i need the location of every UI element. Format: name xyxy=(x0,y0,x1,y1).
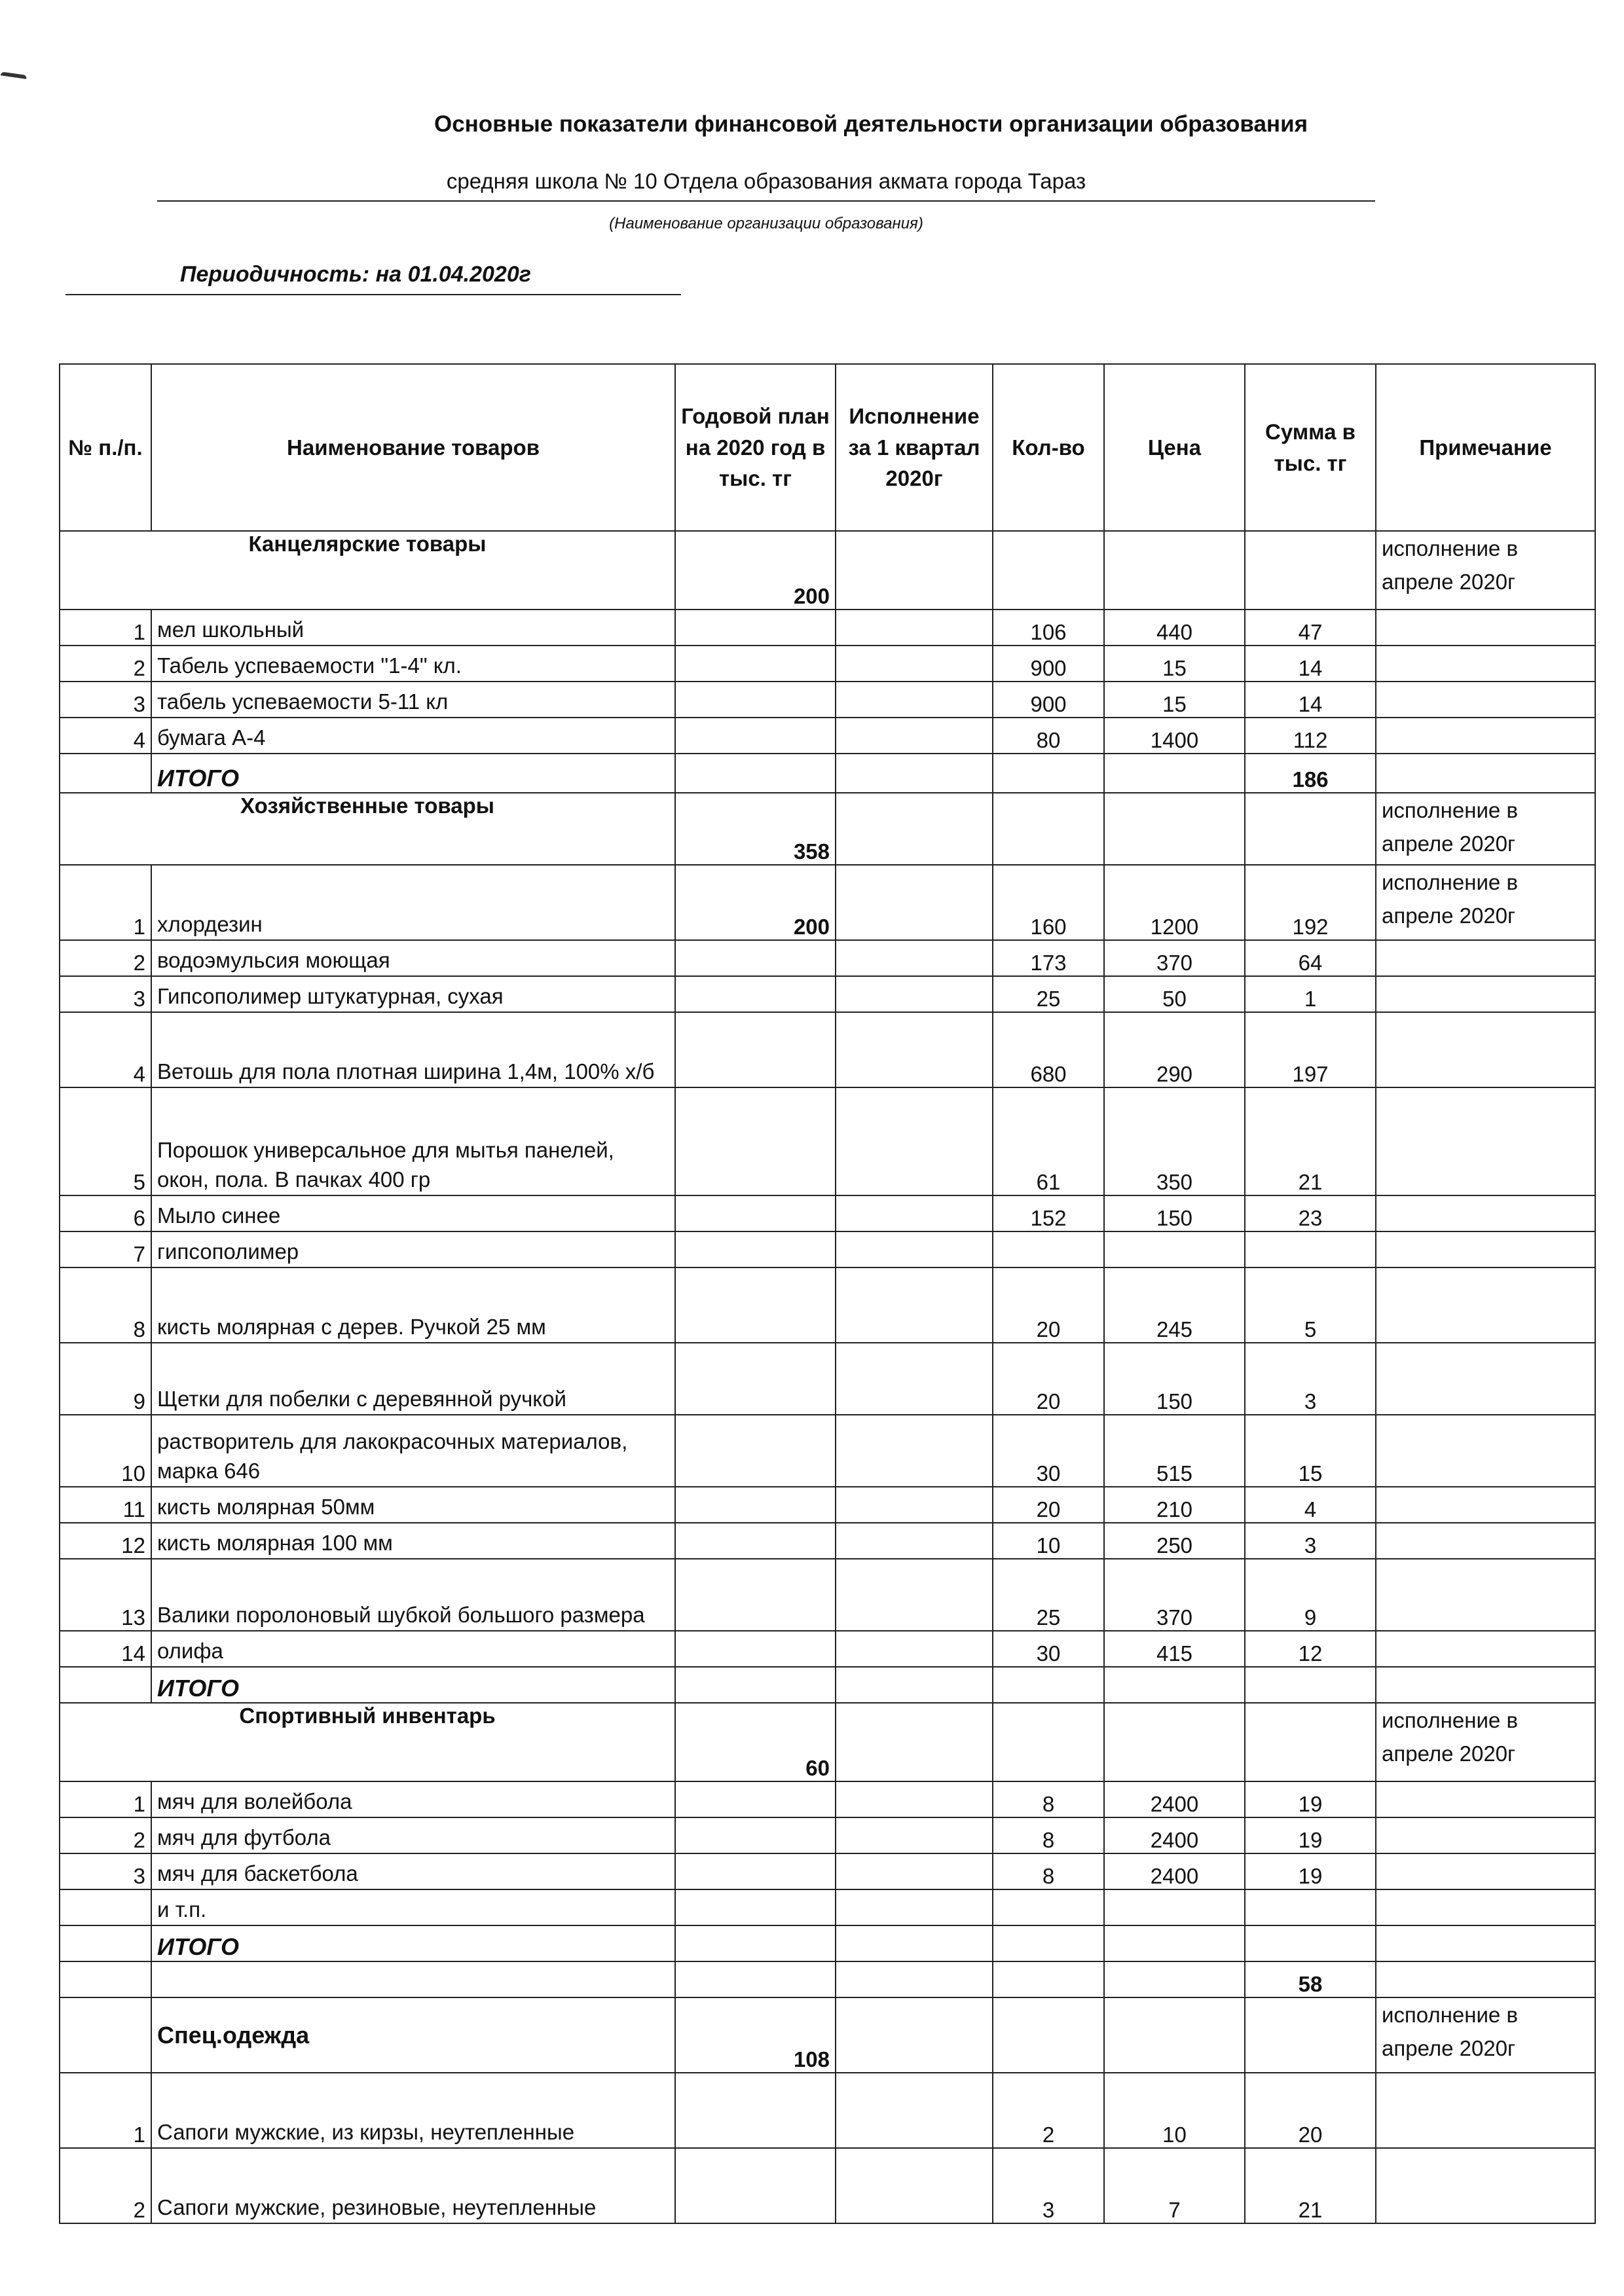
period-line: Периодичность: на 01.04.2020г xyxy=(65,262,681,295)
header-price: Цена xyxy=(1104,364,1245,531)
section-title: Канцелярские товары xyxy=(60,531,675,610)
table-row: 6 Мыло синее 152 150 23 xyxy=(60,1195,1595,1231)
section-plan: 200 xyxy=(675,531,836,610)
table-row: 9 Щетки для побелки с деревянной ручкой 20 150 3 xyxy=(60,1343,1595,1415)
header-note: Примечание xyxy=(1376,364,1595,531)
section-note: исполнение в апреле 2020г xyxy=(1376,1703,1595,1781)
section-title: Спортивный инвентарь xyxy=(60,1703,675,1781)
total-label: ИТОГО xyxy=(151,1925,675,1961)
scan-mark xyxy=(0,71,27,88)
table-row: 2 мяч для футбола 8 2400 19 xyxy=(60,1817,1595,1853)
table-row: 1 мел школьный 106 440 47 xyxy=(60,610,1595,646)
table-row: 2 Сапоги мужские, резиновые, неутепленные 3 7 21 xyxy=(60,2148,1595,2223)
table-row: 3 Гипсополимер штукатурная, сухая 25 50 1 xyxy=(60,976,1595,1012)
section-note: исполнение в апреле 2020г xyxy=(1376,793,1595,865)
total-row xyxy=(60,1925,1595,1961)
header-sum: Сумма в тыс. тг xyxy=(1245,364,1376,531)
table-row: 7 гипсополимер xyxy=(60,1231,1595,1267)
table-row: 4 бумага А-4 80 1400 112 xyxy=(60,718,1595,754)
section-row-sport xyxy=(60,1703,1595,1781)
header-num: № п./п. xyxy=(60,364,151,531)
total-sum: 58 xyxy=(1245,1961,1376,1997)
document-title: Основные показатели финансовой деятельности организации образования xyxy=(434,111,1308,137)
total-row xyxy=(60,1667,1595,1703)
header-name: Наименование товаров xyxy=(151,364,675,531)
header-plan: Годовой план на 2020 год в тыс. тг xyxy=(675,364,836,531)
section-title: Хозяйственные товары xyxy=(60,793,675,865)
header-row xyxy=(60,364,1595,531)
section-plan: 60 xyxy=(675,1703,836,1781)
total-sum: 186 xyxy=(1245,754,1376,793)
section-plan: 108 xyxy=(675,1997,836,2073)
section-title: Спец.одежда xyxy=(151,1997,675,2073)
section-row-office xyxy=(60,531,1595,610)
table-row: 14 олифа 30 415 12 xyxy=(60,1631,1595,1667)
table-row: 1 Сапоги мужские, из кирзы, неутепленные 2 10 20 xyxy=(60,2073,1595,2148)
table-row xyxy=(60,1889,1595,1925)
table-row: 4 Ветошь для пола плотная ширина 1,4м, 100% х/б 680 290 197 xyxy=(60,1012,1595,1087)
table-row: 12 кисть молярная 100 мм 10 250 3 xyxy=(60,1523,1595,1559)
table-row: 10 растворитель для лакокрасочных материалов, марка 646 30 515 15 xyxy=(60,1415,1595,1487)
table-row: 2 водоэмульсия моющая 173 370 64 xyxy=(60,940,1595,976)
table-row: 5 Порошок универсальное для мытья панелей, окон, пола. В пачках 400 гр 61 350 21 xyxy=(60,1087,1595,1195)
organization-caption: (Наименование организации образования) xyxy=(609,215,923,232)
financial-table xyxy=(59,363,1596,2224)
section-note: исполнение в апреле 2020г xyxy=(1376,531,1595,610)
table-row: 2 Табель успеваемости "1-4" кл. 900 15 14 xyxy=(60,646,1595,682)
total-label: ИТОГО xyxy=(151,754,675,793)
total-row xyxy=(60,754,1595,793)
table-row: 3 табель успеваемости 5-11 кл 900 15 14 xyxy=(60,682,1595,718)
table-row: 3 мяч для баскетбола 8 2400 19 xyxy=(60,1853,1595,1889)
section-plan: 358 xyxy=(675,793,836,865)
etc-label: и т.п. xyxy=(151,1889,675,1925)
organization-name: средняя школа № 10 Отдела образования акмата города Тараз xyxy=(157,169,1375,202)
table-row: 11 кисть молярная 50мм 20 210 4 xyxy=(60,1487,1595,1523)
table-row: 1 мяч для волейбола 8 2400 19 xyxy=(60,1781,1595,1817)
table-row: 13 Валики поролоновый шубкой большого размера 25 370 9 xyxy=(60,1559,1595,1631)
total-label: ИТОГО xyxy=(151,1667,675,1703)
header-exec: Исполнение за 1 квартал 2020г xyxy=(836,364,993,531)
total-sum-row xyxy=(60,1961,1595,1997)
table-row: 1 хлордезин 200 160 1200 192 исполнение в апреле 2020г xyxy=(60,865,1595,940)
table-row: 8 кисть молярная с дерев. Ручкой 25 мм 20 245 5 xyxy=(60,1267,1595,1343)
section-note: исполнение в апреле 2020г xyxy=(1376,1997,1595,2073)
section-row-household xyxy=(60,793,1595,865)
section-row-workwear xyxy=(60,1997,1595,2073)
header-qty: Кол-во xyxy=(993,364,1104,531)
